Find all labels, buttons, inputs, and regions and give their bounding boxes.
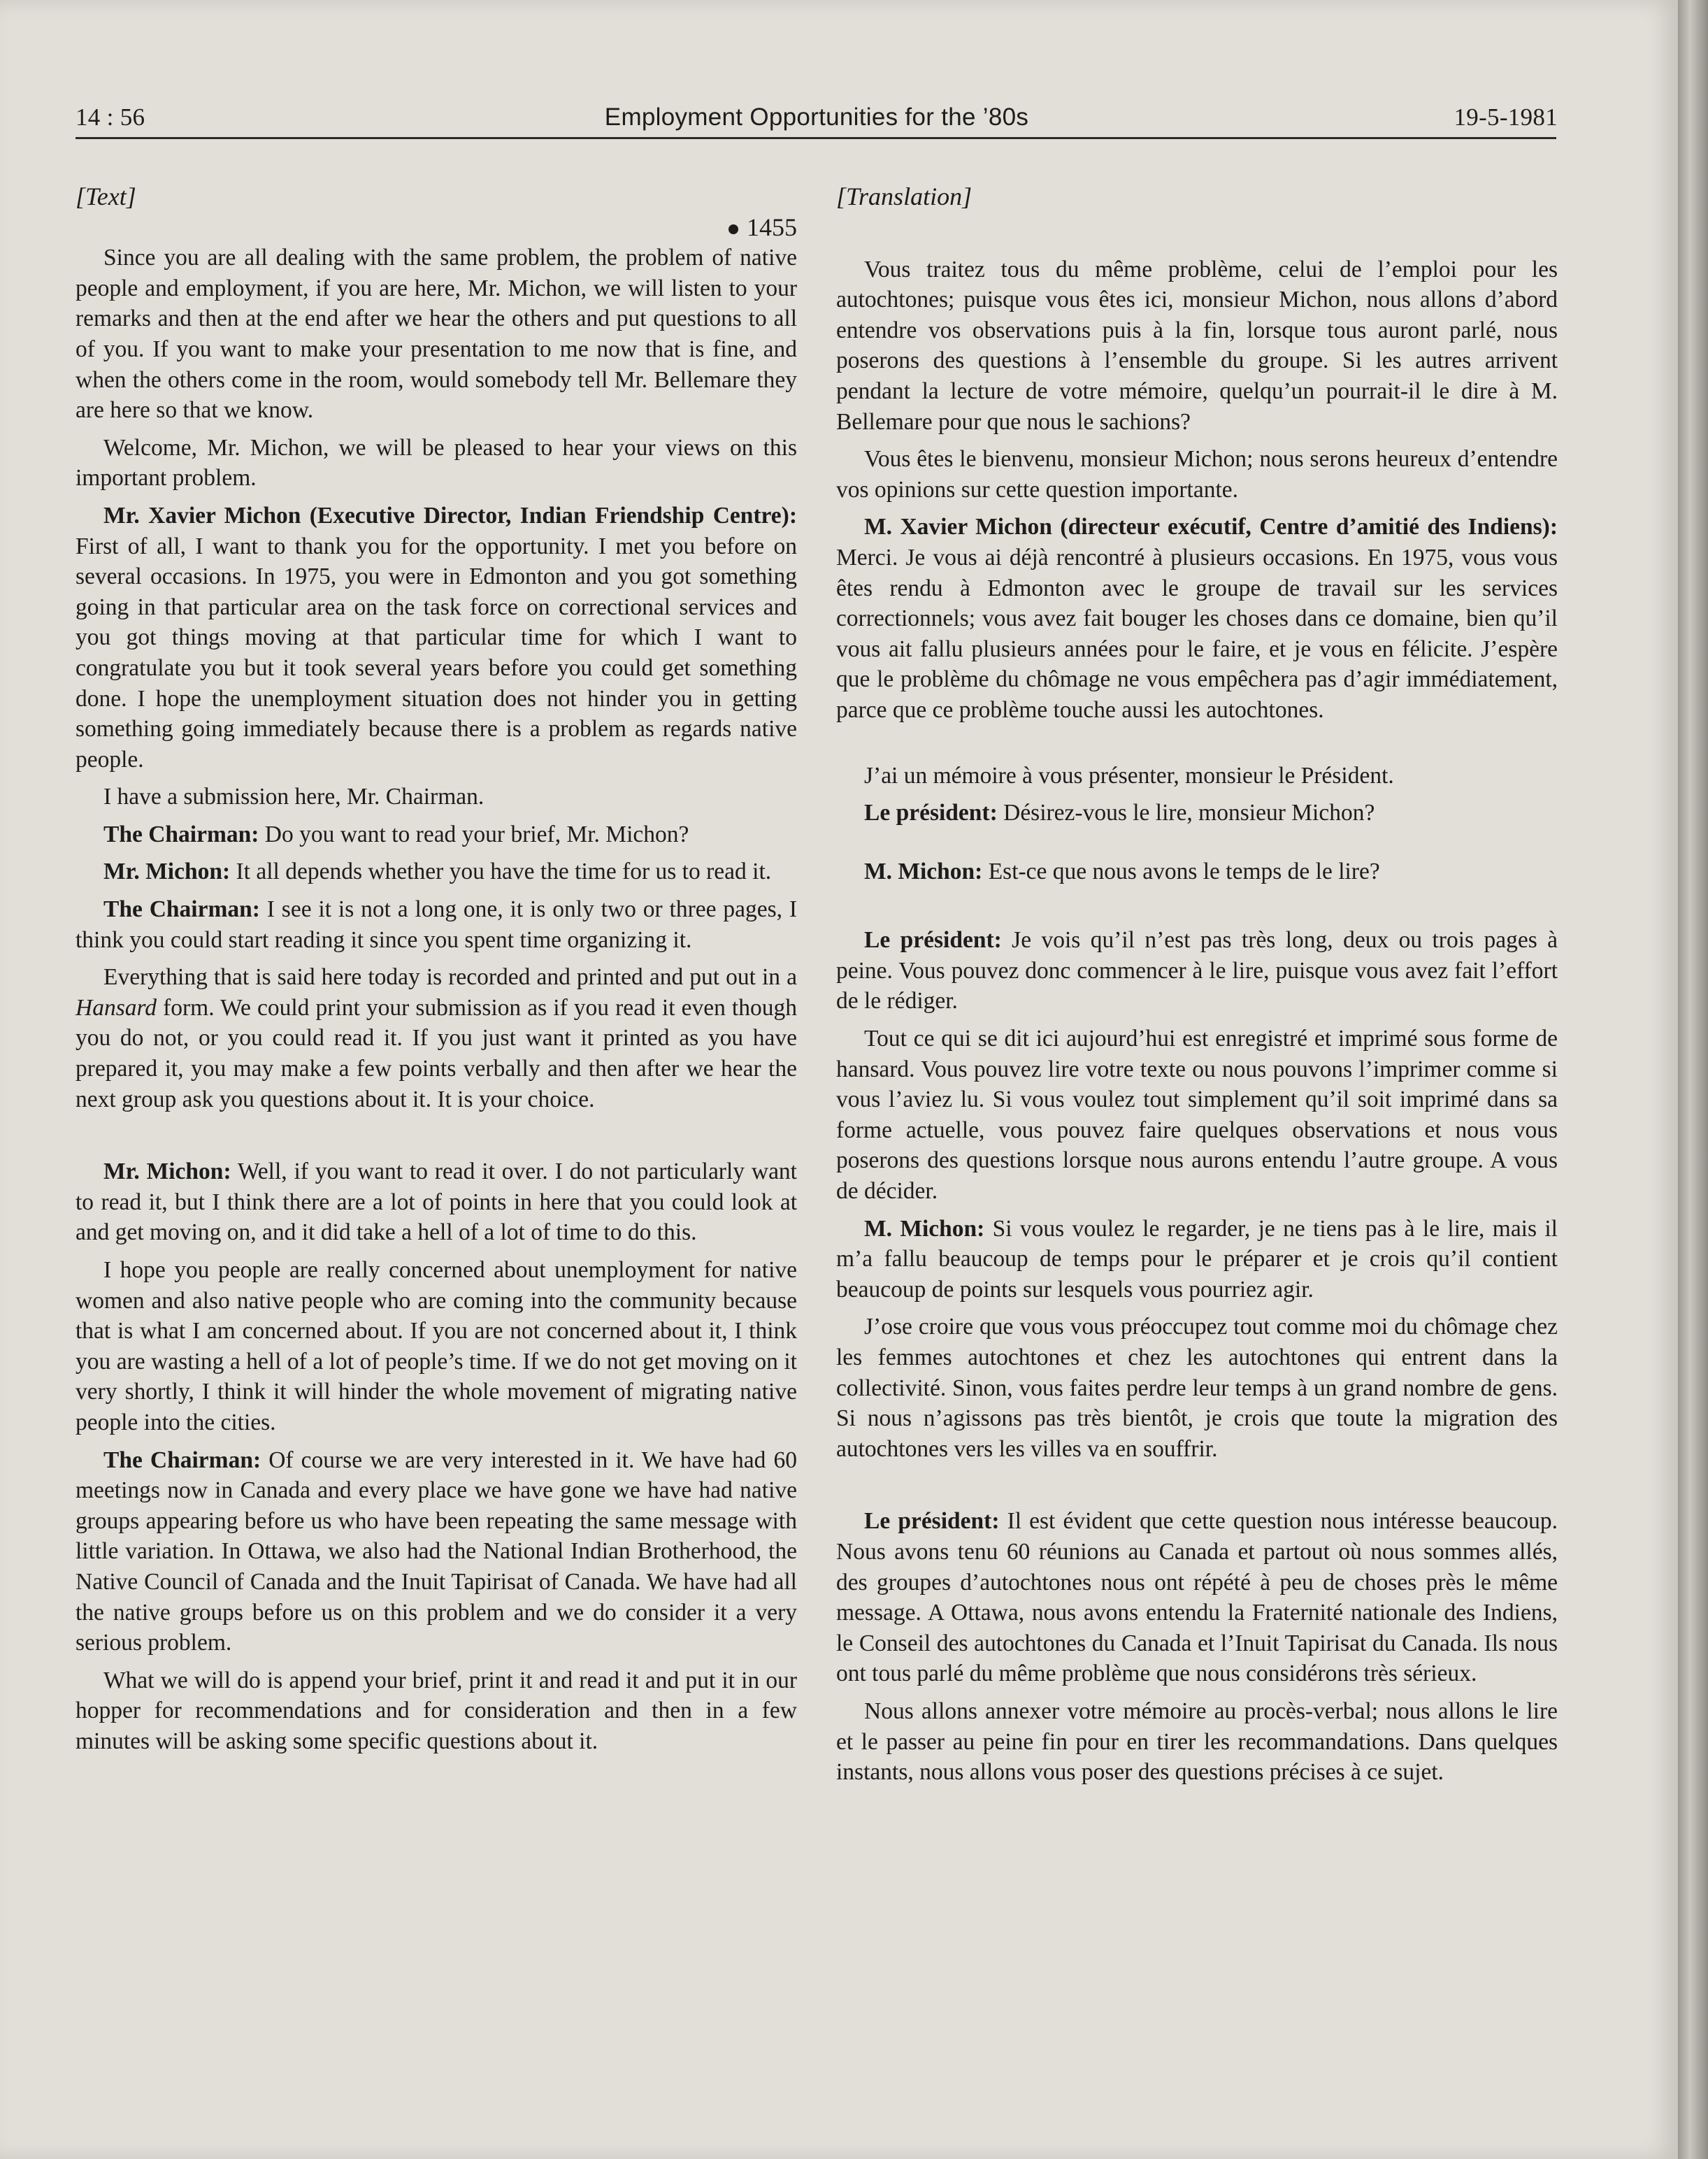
speaker-name: Mr. Michon: xyxy=(103,1159,231,1185)
speaker-name: M. Xavier Michon (directeur exécutif, Centre d’amitié des Indiens): xyxy=(864,514,1558,540)
speech-text: Désirez-vous le lire, monsieur Michon? xyxy=(997,800,1375,826)
speaker-name: Mr. Xavier Michon (Executive Director, Indian Friendship Centre): xyxy=(103,502,797,529)
page-number: 14 : 56 xyxy=(76,103,145,131)
hansard-italic: Hansard xyxy=(76,994,157,1021)
speech xyxy=(76,1445,797,1658)
speech-text: Do you want to read your brief, Mr. Michon? xyxy=(259,821,689,847)
speech-text: Il est évident que cette question nous intéresse beaucoup. Nous avons tenu 60 réunions au Canada et partout où nous sommes allés, des groupes d’autochtones nous ont répété à peu de choses près le même message. A Ottawa, nous avons entendu la Fraternité nationale des Indiens, le Conseil des autochtones du Canada et l’Inuit Tapirisat du Canada. Ils nous ont tous parlé du même problème que nous considérons très sérieux. xyxy=(836,1508,1558,1687)
header-date: 19-5-1981 xyxy=(1454,103,1558,131)
bullet-icon xyxy=(729,224,738,234)
speech xyxy=(836,1506,1558,1689)
paragraph: I hope you people are really concerned about unemployment for native women and also native people who are coming into the community because that is what I am concerned about. If you are not concerned about it, I think you are wasting a hell of a lot of people’s time. If we do not get moving on it very shortly, I think it will hinder the whole movement of migrating native people into the cities. xyxy=(76,1257,797,1435)
header-rule xyxy=(76,137,1556,139)
paragraph: Vous êtes le bienvenu, monsieur Michon; nous serons heureux d’entendre vos opinions sur cette question importante. xyxy=(836,446,1558,503)
speech-text: I see it is not a long one, it is only two or three pages, I think you could start reading it since you spent time organizing it. xyxy=(76,896,797,953)
speech xyxy=(836,512,1558,725)
speech-text: Je vois qu’il n’est pas très long, deux ou trois pages à peine. Vous pouvez donc commencer à le lire, puisque vous avez fait l’effort de le rédiger. xyxy=(836,927,1558,1014)
running-header xyxy=(76,103,1558,137)
paragraph: Nous allons annexer votre mémoire au procès-verbal; nous allons le lire et le passer au peine fin pour en tirer les recommandations. Dans quelques instants, nous allons vous poser des questions précises à ce sujet. xyxy=(836,1698,1558,1786)
speech-text: It all depends whether you have the time for us to read it. xyxy=(230,859,772,885)
paragraph: Vous traitez tous du même problème, celui de l’emploi pour les autochtones; puisque vous êtes ici, monsieur Michon, nous allons d’abord entendre vos observations puis à la fin, lorsque tous auront parlé, nous poserons des questions à l’ensemble du groupe. Si les autres arrivent pendant la lecture de votre mémoire, quelqu’un pourrait-il le dire à M. Bellemare pour que nous le sachions? xyxy=(836,256,1558,435)
speech xyxy=(76,1156,797,1248)
speaker-name: The Chairman: xyxy=(103,896,260,923)
english-column xyxy=(76,175,797,1764)
speaker-name: Le président: xyxy=(864,927,1002,954)
column-label: [Text] xyxy=(76,182,136,210)
publication-title: Employment Opportunities for the ’80s xyxy=(604,103,1029,131)
paragraph: Welcome, Mr. Michon, we will be pleased to hear your views on this important problem. xyxy=(76,434,797,492)
paragraph: Tout ce qui se dit ici aujourd’hui est enregistré et imprimé sous forme de hansard. Vous pouvez lire votre texte ou nous pouvons l’imprimer comme si vous l’aviez lu. Si vous voulez tout simplement qu’il soit imprimé dans sa forme actuelle, vous pouvez faire quelques observations et nous vous poserons des questions lorsque nous aurons entendu l’autre groupe. A vous de décider. xyxy=(836,1026,1558,1205)
speaker-name: Le président: xyxy=(864,800,998,826)
paragraph: Everything that is said here today is recorded and printed and put out in a Hansard form. We could print your submission as if you read it even though you do not, or you could read it. If you just want it printed as you have prepared it, you may make a few points verbally and then after we hear the next group ask you questions about it. It is your choice. xyxy=(76,964,797,1112)
speech xyxy=(836,925,1558,1017)
speech-text: Est-ce que nous avons le temps de le lire? xyxy=(982,858,1380,884)
paragraph: J’ai un mémoire à vous présenter, monsieur le Président. xyxy=(864,762,1394,789)
speech xyxy=(76,894,797,955)
speech xyxy=(836,1214,1558,1305)
speaker-name: Mr. Michon: xyxy=(103,859,231,885)
french-column xyxy=(836,175,1558,1795)
speech-text: Of course we are very interested in it. We have had 60 meetings now in Canada and every place we have gone we have had native groups appearing before us who have been repeating the same message with little variation. In Ottawa, we also had the National Indian Brotherhood, the Native Council of Canada and the Inuit Tapirisat of Canada. We have had all the native groups before us on this problem and we do consider it a very serious problem. xyxy=(76,1447,797,1656)
speaker-name: M. Michon: xyxy=(864,1215,985,1242)
speech xyxy=(76,856,797,887)
speaker-name: The Chairman: xyxy=(103,821,259,847)
speech-text: First of all, I want to thank you for the opportunity. I met you before on several occasions. In 1975, you were in Edmonton and you got something going in that particular area on the task force on correctional services and you got things moving at that particular time for which I want to congratulate you but it took several years before you could get something done. I hope the unemployment situation does not hinder you in getting something going immediately because there is a problem as regards native people. xyxy=(76,533,797,773)
column-label: [Translation] xyxy=(836,182,973,210)
paragraph: J’ose croire que vous vous préoccupez tout comme moi du chômage chez les femmes autochtones et chez les autochtones qui entrent dans la collectivité. Sinon, vous faites perdre leur temps à un grand nombre de gens. Si nous n’agissons pas très bientôt, je crois que toute la migration des autochtones vers les villes va en souffrir. xyxy=(836,1314,1558,1462)
speech xyxy=(836,856,1558,887)
speech-text: Merci. Je vous ai déjà rencontré à plusieurs occasions. En 1975, vous vous êtes rendu à Edmonton avec le groupe de travail sur les services correctionnels; vous avez fait bouger les choses dans ce domaine, bien qu’il vous ait fallu plusieurs années pour le faire, et je vous en félicite. J’espère que le problème du chômage ne vous empêchera pas d’agir immédiatement, parce que ce problème touche aussi les autochtones. xyxy=(836,544,1558,723)
speech-text: Si vous voulez le regarder, je ne tiens pas à le lire, mais il m’a fallu beaucoup de temps pour le préparer et je crois qu’il contient beaucoup de points sur lesquels vous pourriez agir. xyxy=(836,1215,1558,1303)
speaker-name: Le président: xyxy=(864,1508,1000,1535)
paragraph: I have a submission here, Mr. Chairman. xyxy=(103,784,485,810)
speaker-name: The Chairman: xyxy=(103,1447,261,1473)
paragraph: What we will do is append your brief, print it and read it and put it in our hopper for recommendations and for consideration and then in a few minutes will be asking some specific questions about it. xyxy=(76,1667,797,1754)
speech xyxy=(836,798,1558,829)
paragraph: Since you are all dealing with the same problem, the problem of native people and employment, if you are here, Mr. Michon, we will listen to your remarks and then at the end after we hear the others and put questions to all of you. If you want to make your presentation to me now that is fine, and when the others come in the room, would somebody tell Mr. Bellemare they are here so that we know. xyxy=(76,245,797,424)
speaker-name: M. Michon: xyxy=(864,858,983,884)
speech xyxy=(76,819,797,850)
page-edge xyxy=(1678,0,1708,2159)
speech-text: Well, if you want to read it over. I do not particularly want to read it, but I think there are a lot of points in here that you could look at and get moving on, and it did take a hell of a lot of time to do this. xyxy=(76,1159,797,1246)
timestamp: 1455 xyxy=(76,213,797,243)
speech xyxy=(76,501,797,775)
